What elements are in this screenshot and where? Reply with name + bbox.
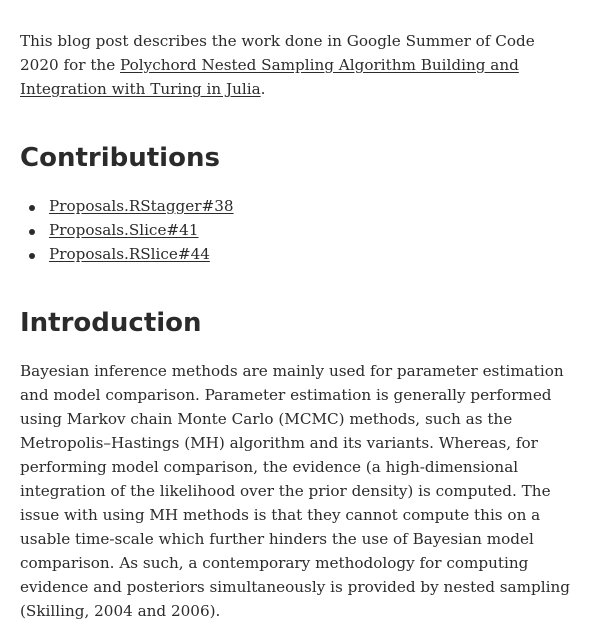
intro-paragraph — [20, 29, 565, 101]
contribution-link-rslice[interactable]: Proposals.RSlice#44 — [49, 245, 210, 263]
introduction-heading: Introduction — [20, 308, 202, 338]
intro-text-before: This blog post describes the work done in Google Summer of Code 2020 for the — [20, 32, 535, 74]
contributions-list — [20, 194, 234, 266]
project-link[interactable]: Polychord Nested Sampling Algorithm Building and Integration with Turing in Julia — [20, 56, 519, 98]
bullet-icon — [29, 205, 35, 211]
contribution-link-rstagger[interactable]: Proposals.RStagger#38 — [49, 197, 234, 215]
contributions-heading: Contributions — [20, 143, 220, 173]
bullet-icon — [29, 229, 35, 235]
list-item — [20, 242, 234, 266]
intro-text-after: . — [260, 80, 266, 98]
list-item — [20, 194, 234, 218]
list-item — [20, 218, 234, 242]
contribution-link-slice[interactable]: Proposals.Slice#41 — [49, 221, 199, 239]
introduction-paragraph: Bayesian inference methods are mainly used for parameter estimation and model comparison. Parameter estimation is generally performed using Markov chain Monte Carlo (MCMC) methods, such as the Metropolis–Hastings (MH) algorithm and its variants. Whereas, for performing model comparison, the evidence (a high-dimensional integration of the likelihood over the prior density) is computed. The issue with using MH methods is that they cannot compute this on a usable time-scale which further hinders the use of Bayesian model comparison. As such, a contemporary methodology for computing evidence and posteriors simultaneously is provided by nested sampling (Skilling, 2004 and 2006). — [20, 362, 570, 620]
bullet-icon — [29, 253, 35, 259]
